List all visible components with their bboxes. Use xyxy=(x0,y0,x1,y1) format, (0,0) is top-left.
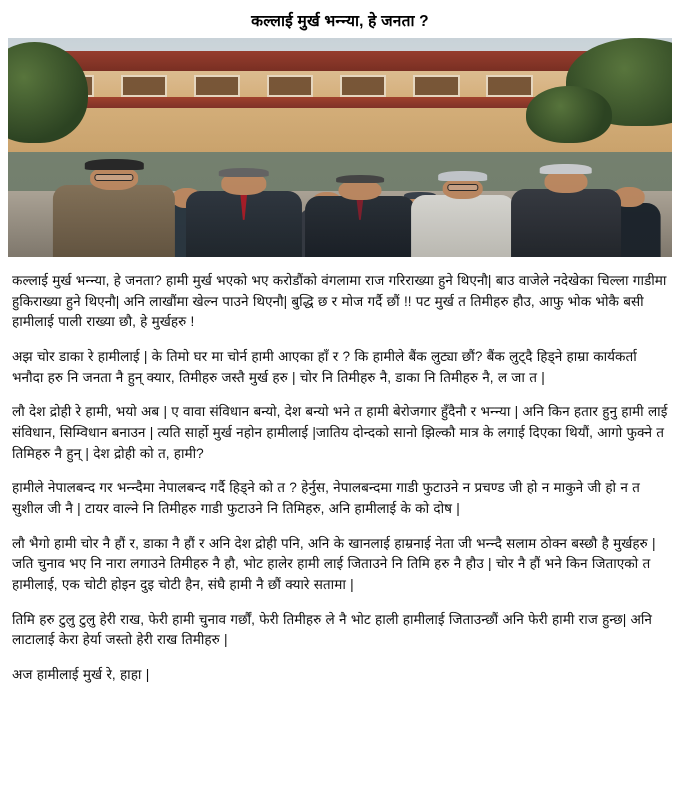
photo-person-foreground xyxy=(300,159,420,257)
photo-person-foreground xyxy=(506,151,626,257)
press-photo-politicians xyxy=(8,38,672,257)
photo-window xyxy=(486,75,532,97)
photo-window xyxy=(121,75,167,97)
article-paragraph: तिमि हरु टुलु टुलु हेरी राख, फेरी हामी चुनाव गर्छौं, फेरी तिमीहरु ले नै भोट हाली हामीलाई जिताउन्छौं अनि फेरी हामी राज हुन्छ| अनि लाटालाई केरा हेर्या जस्तो हेरी राख तिमीहरु | xyxy=(12,611,652,648)
photo-crowd xyxy=(8,121,672,257)
article-body xyxy=(12,271,670,686)
photo-person-foreground xyxy=(181,154,307,257)
photo-window xyxy=(413,75,459,97)
photo-window xyxy=(194,75,240,97)
photo-dhaka-topi xyxy=(438,171,488,181)
article-paragraph: अज हामीलाई मुर्ख रे, हाहा | xyxy=(12,666,150,682)
photo-dhaka-topi xyxy=(539,164,592,175)
article-paragraph: हामीले नेपालबन्द गर भन्न्दैमा नेपालबन्द गर्दै हिड्ने को त ? हेर्नुस, नेपालबन्दमा गाडी फुटाउने न प्रचण्ड जी हो न माकुने जी हो न त सुशील जी नै | टायर वाल्ने नि तिमीहरु गाडी फुटाउने नि तिमिहरु, अनि हामीलाई के को दोष | xyxy=(12,480,640,516)
article-paragraph: कल्लाई मुर्ख भन्न्या, हे जनता? हामी मुर्ख भएको भए करोडौंको वंगलामा राज गरिराख्या हुने थिएनौ| बाउ वाजेले नदेखेका चिल्ला गाडीमा हुकिराख्या हुने थिएनौ| अनि लाखौंमा खेल्न पाउने थिएनौ| बुद्धि छ र मोज गर्दै छौं !! पट मुर्ख त तिमीहरु हौउ, आफु भोक भोकै बसी हामीलाई पाली राख्या छौ, हे मुर्खहरु ! xyxy=(12,273,667,330)
article-paragraph: लौ देश द्रोही रे हामी, भयो अब | ए वावा संविधान बन्यो, देश बन्यो भने त हामी बेरोजगार हुँदैनौ र भन्न्या | अनि किन हतार हुनु हामी लाई संविधान, सिम्विधान बनाउन | त्यति सार्हो मुर्ख नहोन हामीलाई |जातिय दोन्दको सानो झिल्कौ मात्र के लगाई दिएका थियौं, आगो फुक्ने त तिमिहरु नै हुन् | देश द्रोही को त, हामी? xyxy=(12,404,668,461)
photo-person-foreground xyxy=(48,148,181,257)
photo-window xyxy=(340,75,386,97)
photo-dhaka-topi xyxy=(85,159,143,170)
article-paragraph: लौ भैगो हामी चोर नै हौं र, डाका नै हौं र अनि देश द्रोही पनि, अनि के खानलाई हाम्रनाई नेता जी भन्न्दै सलाम ठोक्न बस्छौ है मुर्खहरु | जति चुनाव भए नि नारा लगाउने तिमीहरु नै हौ, भोट हालेर हामी लाई जिताउने नि तिमि हरु नै हौउ | चोर नै हौं भने किन जिताएको त हामीलाई, एक चोटी होइन दुइ चोटी हैन, संघै हामी नै छौं क्यारे सतामा | xyxy=(12,535,656,592)
page-title: कल्लाई मुर्ख भन्न्या, हे जनता ? xyxy=(251,13,429,30)
article-paragraph: अझ चोर डाका रे हामीलाई | के तिमो घर मा चोर्न हामी आएका हाँ र ? कि हामीले बैंक लुट्या छौं? बैंक लुट्दै हिड्ने हाम्रा कार्यकर्ता भनौदा हरु नि जनता नै हुन् क्यार, तिमीहरु जस्तै मुर्ख हरु | चोर नि तिमीहरु नै, डाका नि तिमीहरु नै, ल जा त | xyxy=(12,348,637,385)
photo-window xyxy=(267,75,313,97)
photo-person-foreground xyxy=(406,157,519,257)
document-page xyxy=(0,9,680,686)
